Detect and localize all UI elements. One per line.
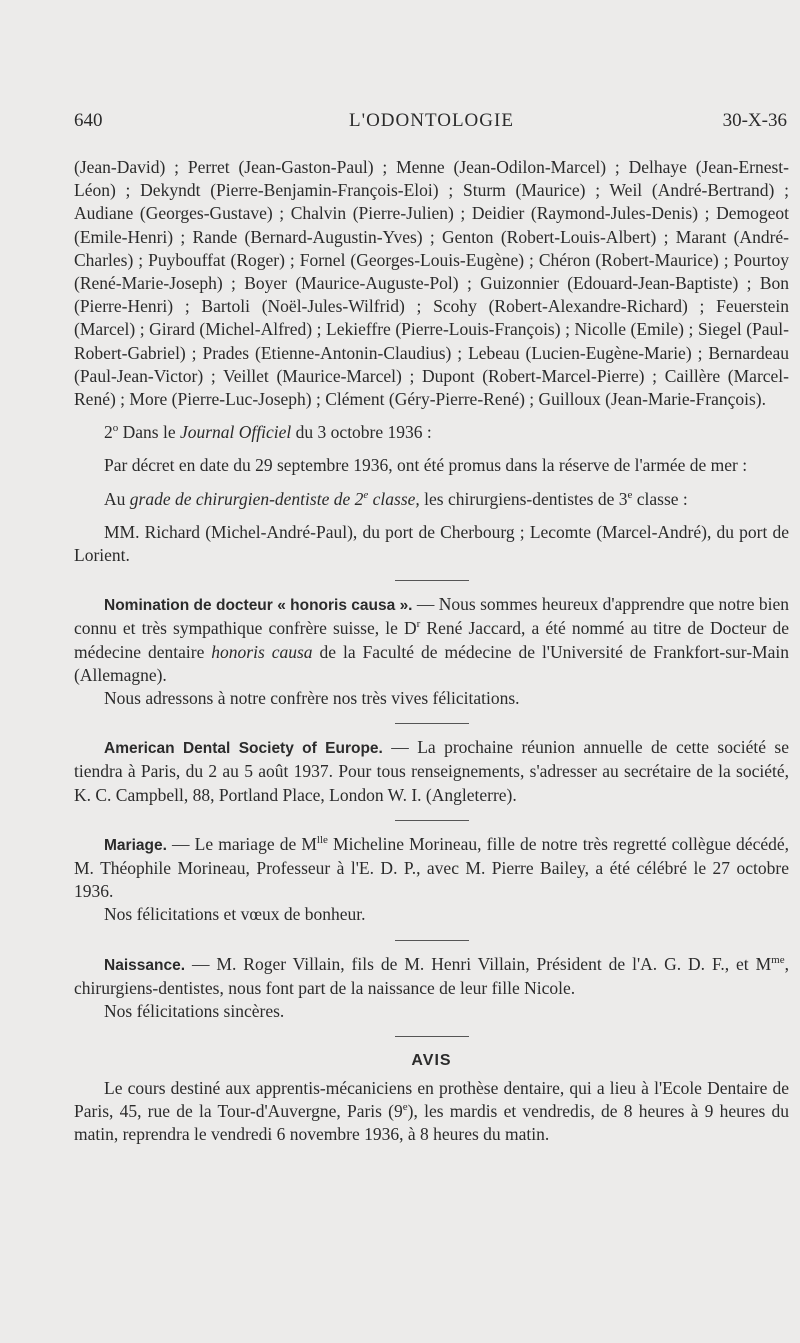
abbrev-sup: me	[771, 953, 785, 966]
running-header	[74, 110, 789, 136]
american-dental-paragraph	[74, 736, 789, 807]
text: de la Faculté de médecine de l'Université de Frankfort-sur-Main (Allemagne).	[74, 641, 789, 685]
text: Dans le	[118, 422, 180, 443]
mariage-paragraph	[74, 833, 789, 904]
text: René Jaccard, a été nommé au titre de Docteur de médecine dentaire	[74, 618, 789, 662]
ordinal-sup: e	[402, 1100, 408, 1113]
journal-title: L'ODONTOLOGIE	[349, 110, 514, 131]
grade-title: grade de chirurgien-dentiste de 2	[129, 488, 364, 509]
naissance-paragraph	[74, 953, 789, 1000]
nomination-heading: « honoris causa ».	[277, 597, 413, 615]
nomination-paragraph	[74, 593, 789, 687]
text: Le cours destiné aux apprentis-mécaniciens en prothèse dentaire, qui a lieu à l'Ecole Dentaire de Paris, 45, rue de la Tour-d'Auvergne, Paris (9	[74, 1077, 789, 1121]
section-divider	[395, 820, 469, 821]
text: classe :	[632, 488, 688, 509]
nomination-heading: Nomination de docteur	[104, 597, 273, 615]
avis-paragraph	[74, 1077, 789, 1147]
issue-date: 30-X-36	[722, 110, 787, 131]
american-dental-heading: American Dental Society of Europe.	[104, 740, 383, 758]
text: ), les mardis et vendredis, de 8 heures à 9 heures du matin, reprendra le vendredi 6 novembre 1936, à 8 heures du matin.	[74, 1100, 789, 1144]
text: , chirurgiens-dentistes, nous font part de la naissance de leur fille Nicole.	[74, 953, 789, 998]
abbrev-sup: r	[416, 618, 421, 631]
mariage-heading: Mariage.	[104, 836, 167, 854]
section-divider	[395, 580, 469, 581]
abbrev-sup: lle	[316, 834, 328, 847]
journal-officiel-paragraph	[74, 421, 789, 444]
ordinal-sup: o	[112, 422, 119, 435]
item-number: 2	[104, 422, 113, 443]
text: Micheline Morineau, fille de notre très regretté collègue décédé, M. Théophile Morineau, Professeur à l'E. D. P., avec M. Pierre Bailey, a été célébré le 27 octobre 1936.	[74, 833, 789, 902]
journal-officiel-title: Journal Officiel	[179, 422, 292, 443]
mm-paragraph: MM. Richard (Michel-André-Paul), du port de Cherbourg ; Lecomte (Marcel-André), du port de Lorient.	[74, 521, 789, 566]
section-divider	[395, 940, 469, 941]
section-divider	[395, 1036, 469, 1037]
grade-title: classe,	[368, 488, 420, 509]
ordinal-sup: e	[363, 488, 369, 501]
honoris-causa: honoris causa	[211, 641, 313, 662]
text: — M. Roger Villain, fils de M. Henri Villain, Président de l'A. G. D. F., et M	[185, 953, 772, 974]
naissance-heading: Naissance.	[104, 956, 185, 974]
page-number: 640	[74, 110, 103, 131]
nomination-congrats: Nous adressons à notre confrère nos très vives félicitations.	[104, 688, 520, 709]
promotion-names-list: (Jean-David) ; Perret (Jean-Gaston-Paul) ; Menne (Jean-Odilon-Marcel) ; Delhaye (Jean-Ernest-Léon) ; Dekyndt (Pierre-Benjamin-François-Eloi) ; Sturm (Maurice) ; Weil (André-Bertrand) ; Audiane (Georges-Gustave) ; Chalvin (Pierre-Julien) ; Deidier (Raymond-Jules-Denis) ; Demogeot (Emile-Henri) ; Rande (Bernard-Augustin-Yves) ; Genton (Robert-Louis-Albert) ; Marant (André-Charles) ; Puybouffat (Roger) ; Fornel (Georges-Louis-Eugène) ; Chéron (Robert-Maurice) ; Pourtoy (René-Marie-Joseph) ; Boyer (Maurice-Auguste-Pol) ; Guizonnier (Edouard-Jean-Baptiste) ; Bon (Pierre-Henri) ; Bartoli (Noël-Jules-Wilfrid) ; Scohy (Robert-Alexandre-Richard) ; Feuerstein (Marcel) ; Girard (Michel-Alfred) ; Lekieffre (Pierre-Louis-François) ; Nicolle (Emile) ; Siegel (Paul-Robert-Gabriel) ; Prades (Etienne-Antonin-Claudius) ; Lebeau (Lucien-Eugène-Marie) ; Bernardeau (Paul-Jean-Victor) ; Veillet (Maurice-Marcel) ; Dupont (Robert-Marcel-Pierre) ; Caillère (Marcel-René) ; More (Pierre-Luc-Joseph) ; Clément (Géry-Pierre-René) ; Guilloux (Jean-Marie-François).	[74, 157, 789, 410]
text: Au	[104, 488, 130, 509]
naissance-wishes: Nos félicitations sincères.	[104, 1001, 285, 1022]
text: du 3 octobre 1936 :	[291, 422, 432, 443]
article-body	[74, 156, 789, 1146]
text: — La prochaine réunion annuelle de cette société se tiendra à Paris, du 2 au 5 août 1937. Pour tous renseignements, s'adresser au secrétaire de la société, K. C. Campbell, 88, Portland Place, London W. I. (Angleterre).	[74, 737, 789, 805]
avis-heading: AVIS	[411, 1052, 452, 1070]
text: les chirurgiens-dentistes de 3	[419, 488, 628, 509]
text: — Le mariage de M	[166, 833, 317, 854]
grade-paragraph	[74, 488, 789, 511]
decree-paragraph: Par décret en date du 29 septembre 1936, ont été promus dans la réserve de l'armée de mer :	[104, 455, 748, 476]
ordinal-sup: e	[627, 488, 633, 501]
mariage-wishes: Nos félicitations et vœux de bonheur.	[104, 904, 366, 925]
section-divider	[395, 723, 469, 724]
text: — Nous sommes heureux d'apprendre que notre bien connu et très sympathique confrère suisse, le D	[74, 594, 789, 639]
